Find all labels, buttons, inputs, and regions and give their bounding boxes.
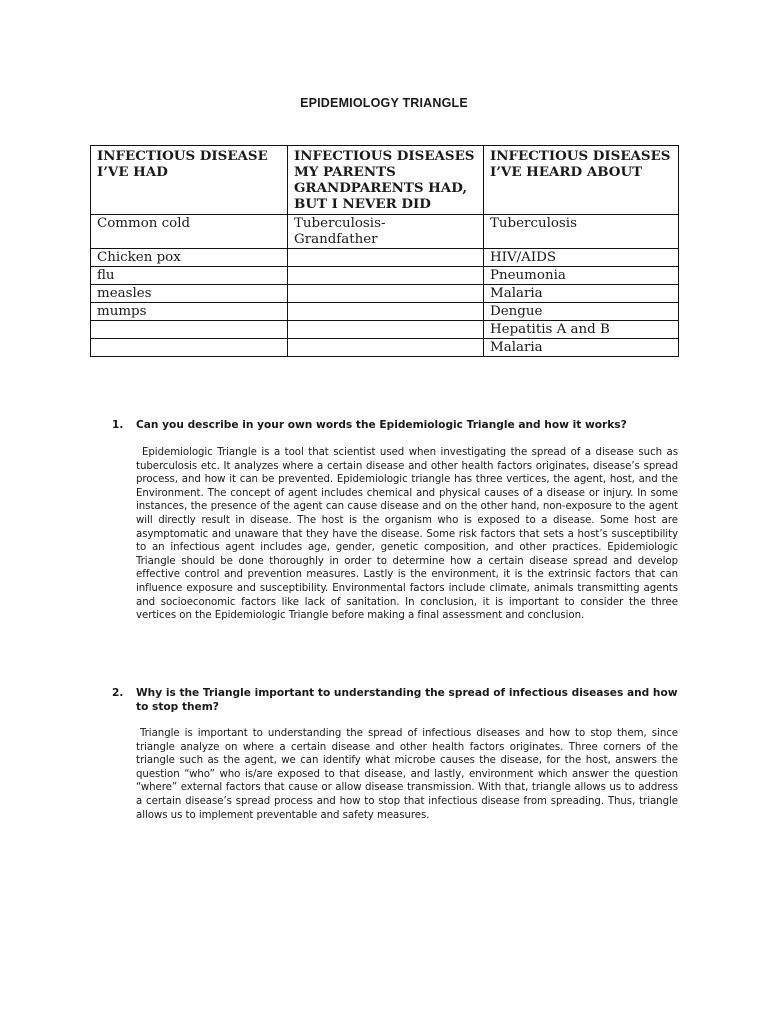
- table-cell: [288, 339, 484, 357]
- table-row: [91, 249, 679, 267]
- question-1: [112, 418, 682, 432]
- question-number: 1.: [112, 419, 124, 431]
- answer-1: Epidemiologic Triangle is a tool that scientist used when investigating the spread of a disease such as tuberculosis etc. It analyzes where a certain disease and other health factors originates, disease’s spread process, and how it can be prevented. Epidemiologic triangle has three vertices, the agent, host, and the Environment. The concept of agent includes chemical and physical causes of a disease or injury. In some instances, the presence of the agent can cause disease and on the other hand, non-exposure to the agent will directly result in disease. The host is the organism who is exposed to a disease. Some host are asymptomatic and unaware that they have the disease. Some risk factors that sets a host’s susceptibility to an infectious agent includes age, gender, genetic composition, and other practices. Epidemiologic Triangle should be done thoroughly in order to determine how a certain disease spread and develop effective control and prevention measures. Lastly is the environment, it is the extrinsic factors that can influence exposure and susceptibility. Environmental factors include climate, animals transmitting agents and socioeconomic factors like lack of sanitation. In conclusion, it is important to consider the three vertices on the Epidemiologic Triangle before making a final assessment and conclusion.: [136, 447, 678, 622]
- question-2: [112, 686, 682, 714]
- question-number: 2.: [112, 687, 124, 699]
- table-row: [91, 267, 679, 285]
- table-cell: [288, 285, 484, 303]
- disease-table: [90, 145, 679, 357]
- table-cell: Malaria: [484, 285, 679, 303]
- table-cell: mumps: [91, 303, 288, 321]
- table-cell: Hepatitis A and B: [484, 321, 679, 339]
- table-row: [91, 303, 679, 321]
- table-row: [91, 321, 679, 339]
- header-had: INFECTIOUS DISEASE I’VE HAD: [91, 146, 288, 215]
- table-header-row: [91, 146, 679, 215]
- table-cell: Tuberculosis-Grandfather: [288, 215, 484, 249]
- table-cell: Dengue: [484, 303, 679, 321]
- table-cell: Malaria: [484, 339, 679, 357]
- table-cell: flu: [91, 267, 288, 285]
- table-row: [91, 285, 679, 303]
- table-cell: Pneumonia: [484, 267, 679, 285]
- question-text: Can you describe in your own words the Epidemiologic Triangle and how it works?: [136, 419, 627, 431]
- answer-2: Triangle is important to understanding the spread of infectious diseases and how to stop them, since triangle analyze on where a certain disease and other health factors originates. Three corners of the triangle such as the agent, we can identify what microbe causes the disease, for the host, answers the question “who” who is/are exposed to that disease, and lastly, environment which answer the question “where” external factors that cause or allow disease transmission. With that, triangle allows us to address a certain disease’s spread process and how to stop that infectious disease from spreading. Thus, triangle allows us to implement preventable and safety measures.: [136, 728, 678, 821]
- page-title: EPIDEMIOLOGY TRIANGLE: [300, 96, 468, 110]
- question-text: Why is the Triangle important to understanding the spread of infectious diseases and how to stop them?: [136, 687, 678, 713]
- table-cell: Tuberculosis: [484, 215, 679, 249]
- header-parents-had: INFECTIOUS DISEASES MY PARENTS GRANDPARENTS HAD, BUT I NEVER DID: [288, 146, 484, 215]
- table-cell: [288, 249, 484, 267]
- table-cell: HIV/AIDS: [484, 249, 679, 267]
- table-row: [91, 215, 679, 249]
- table-cell: measles: [91, 285, 288, 303]
- table-cell: [91, 339, 288, 357]
- table-cell: [288, 303, 484, 321]
- header-heard-about: INFECTIOUS DISEASES I’VE HEARD ABOUT: [484, 146, 679, 215]
- table-cell: [288, 267, 484, 285]
- table-cell: [91, 321, 288, 339]
- table-cell: [288, 321, 484, 339]
- table-cell: Common cold: [91, 215, 288, 249]
- table-row: [91, 339, 679, 357]
- table-cell: Chicken pox: [91, 249, 288, 267]
